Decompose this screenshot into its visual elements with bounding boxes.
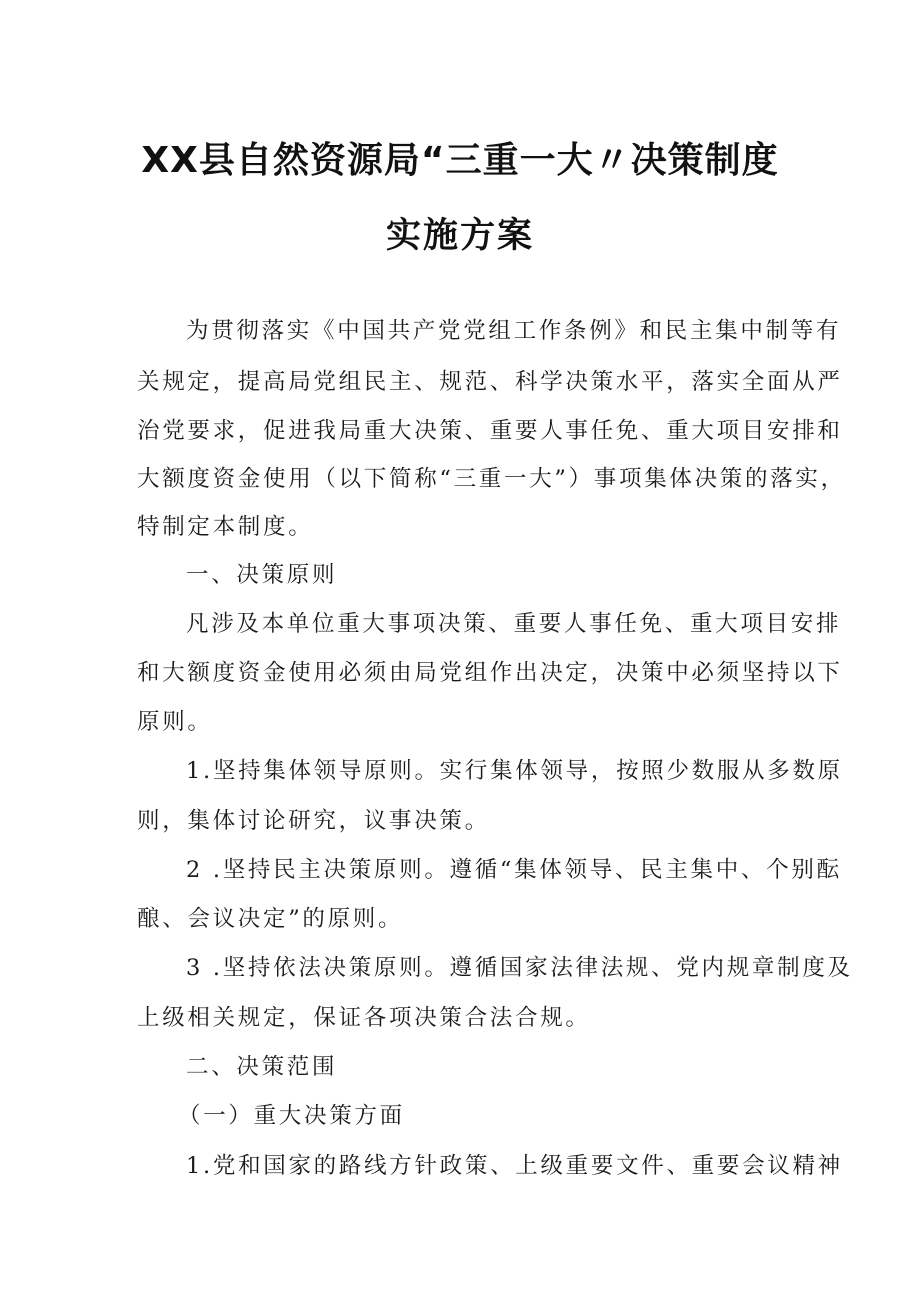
document-title-line-2: 实施方案 [385,216,534,256]
principle-2-line-1: 2 .坚持民主决策原则。遵循“集体领导、民主集中、个别酝 [186,857,842,883]
principle-3-line-2: 上级相关规定，保证各项决策合法合规。 [137,1005,591,1031]
subsection-1-heading: （一）重大决策方面 [178,1103,405,1129]
section-2-heading: 二、决策范围 [186,1054,338,1080]
section-1-heading: 一、决策原则 [186,562,338,588]
intro-line-4: 大额度资金使用（以下简称“三重一大”）事项集体决策的落实， [137,466,846,492]
document-title-line-1: XX县自然资源局“三重一大〃决策制度 [141,140,779,181]
principle-1-line-1: 1.坚持集体领导原则。实行集体领导，按照少数服从多数原 [186,758,843,784]
section-1-para-line-3: 原则。 [137,709,213,735]
principle-3-line-1: 3 .坚持依法决策原则。遵循国家法律法规、党内规章制度及 [186,955,853,981]
intro-line-2: 关规定，提高局党组民主、规范、科学决策水平，落实全面从严 [137,369,843,395]
item-1-line-1: 1.党和国家的路线方针政策、上级重要文件、重要会议精神 [186,1153,843,1179]
principle-2-line-2: 酿、会议决定”的原则。 [137,906,404,932]
intro-line-3: 治党要求，促进我局重大决策、重要人事任免、重大项目安排和 [137,418,843,444]
section-1-para-line-2: 和大额度资金使用必须由局党组作出决定，决策中必须坚持以下 [137,660,843,686]
intro-line-1: 为贯彻落实《中国共产党党组工作条例》和民主集中制等有 [186,318,842,344]
principle-1-line-2: 则，集体讨论研究，议事决策。 [137,808,490,834]
section-1-para-line-1: 凡涉及本单位重大事项决策、重要人事任免、重大项目安排 [186,611,842,637]
intro-line-5: 特制定本制度。 [137,514,314,540]
